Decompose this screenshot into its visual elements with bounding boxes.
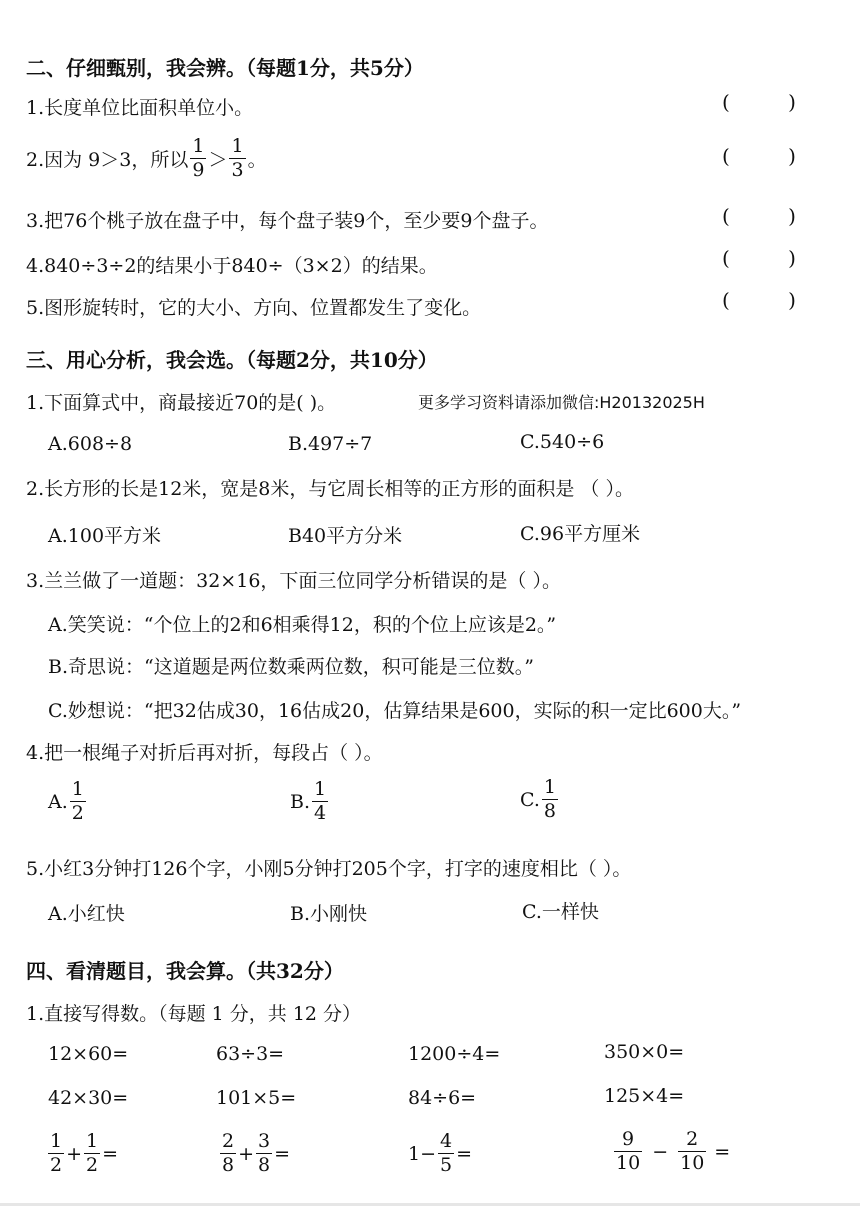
fraction bbox=[220, 1132, 236, 1175]
fraction-denominator: 8 bbox=[258, 1154, 271, 1176]
fraction-denominator: 5 bbox=[440, 1154, 453, 1176]
q4-option-a[interactable] bbox=[48, 780, 88, 823]
watermark-note: 更多学习资料请添加微信:H20132025H bbox=[418, 393, 705, 412]
q5-option-c[interactable]: C.一样快 bbox=[522, 901, 599, 923]
judge-item-1: 1.长度单位比面积单位小。 bbox=[26, 97, 254, 119]
sub-question-1: 1.直接写得数。（每题 1 分，共 12 分） bbox=[26, 1003, 362, 1025]
operator: + bbox=[238, 1142, 255, 1165]
calc-fraction-item[interactable] bbox=[218, 1132, 290, 1175]
fraction-one-ninth bbox=[190, 137, 206, 180]
fraction-numerator: 4 bbox=[440, 1130, 453, 1152]
q1-option-b[interactable]: B.497÷7 bbox=[288, 433, 373, 455]
fraction-denominator: 3 bbox=[231, 159, 244, 181]
q4-option-c[interactable] bbox=[520, 778, 560, 821]
answer-paren-2[interactable]: ( ) bbox=[722, 144, 822, 168]
calc-fraction-item[interactable] bbox=[408, 1132, 472, 1175]
calc-item[interactable]: 350×0= bbox=[604, 1041, 685, 1063]
judge-item-2 bbox=[26, 137, 267, 180]
choice-question-5: 5.小红3分钟打126个字，小刚5分钟打205个字，打字的速度相比（ ）。 bbox=[26, 858, 632, 880]
judge-item-5: 5.图形旋转时，它的大小、方向、位置都发生了变化。 bbox=[26, 297, 482, 319]
answer-paren-3[interactable]: ( ) bbox=[722, 204, 822, 228]
fraction-numerator: 3 bbox=[258, 1130, 271, 1152]
q2-option-b[interactable]: B40平方分米 bbox=[288, 525, 403, 547]
fraction-numerator: 2 bbox=[222, 1130, 235, 1152]
answer-paren-4[interactable]: ( ) bbox=[722, 246, 822, 270]
fraction-denominator: 10 bbox=[680, 1152, 705, 1174]
page-bottom-edge bbox=[0, 1203, 860, 1206]
fraction bbox=[438, 1132, 454, 1175]
choice-question-3: 3.兰兰做了一道题：32×16，下面三位同学分析错误的是（ ）。 bbox=[26, 570, 561, 592]
fraction bbox=[256, 1132, 272, 1175]
fraction-numerator: 1 bbox=[231, 135, 244, 157]
q2-option-a[interactable]: A.100平方米 bbox=[48, 525, 162, 547]
fraction-denominator: 2 bbox=[71, 802, 84, 824]
fraction-numerator: 9 bbox=[622, 1128, 635, 1150]
calc-item[interactable]: 1200÷4= bbox=[408, 1043, 501, 1065]
answer-paren-5[interactable]: ( ) bbox=[722, 288, 822, 312]
q5-option-a[interactable]: A.小红快 bbox=[48, 903, 125, 925]
judge-item-2-prefix: 2.因为 9＞3，所以 bbox=[26, 149, 189, 171]
judge-item-4: 4.840÷3÷2的结果小于840÷（3×2）的结果。 bbox=[26, 255, 438, 277]
fraction-denominator: 2 bbox=[86, 1154, 99, 1176]
q1-option-c[interactable]: C.540÷6 bbox=[520, 431, 605, 453]
operator: − bbox=[652, 1140, 669, 1163]
section-3-title: 三、用心分析，我会选。（每题2分，共10分） bbox=[26, 348, 438, 372]
calc-item[interactable]: 101×5= bbox=[216, 1087, 297, 1109]
fraction-denominator: 4 bbox=[314, 802, 327, 824]
fraction-numerator: 1 bbox=[192, 135, 205, 157]
fraction-numerator: 1 bbox=[86, 1130, 99, 1152]
calc-item[interactable]: 63÷3= bbox=[216, 1043, 285, 1065]
q3-option-b[interactable]: B.奇思说：“这道题是两位数乘两位数，积可能是三位数。” bbox=[48, 656, 534, 678]
q3-option-c[interactable]: C.妙想说：“把32估成30，16估成20，估算结果是600，实际的积一定比600大。” bbox=[48, 700, 742, 722]
fraction-one-third bbox=[229, 137, 245, 180]
q3-option-a[interactable]: A.笑笑说：“个位上的2和6相乘得12，积的个位上应该是2。” bbox=[48, 614, 557, 636]
fraction-numerator: 1 bbox=[314, 778, 327, 800]
judge-item-3: 3.把76个桃子放在盘子中，每个盘子装9个，至少要9个盘子。 bbox=[26, 210, 549, 232]
choice-question-1: 1.下面算式中，商最接近70的是( )。 bbox=[26, 392, 337, 414]
equals-sign: = bbox=[714, 1140, 731, 1163]
fraction bbox=[84, 1132, 100, 1175]
fraction bbox=[48, 1132, 64, 1175]
calc-fraction-item[interactable] bbox=[612, 1130, 730, 1173]
equals-sign: = bbox=[274, 1142, 291, 1165]
choice-question-2: 2.长方形的长是12米，宽是8米，与它周长相等的正方形的面积是 （ ）。 bbox=[26, 478, 634, 500]
whole-number-minus: 1− bbox=[408, 1142, 437, 1165]
fraction-one-quarter bbox=[312, 780, 328, 823]
fraction bbox=[678, 1130, 706, 1173]
q1-option-a[interactable]: A.608÷8 bbox=[48, 433, 133, 455]
fraction-numerator: 1 bbox=[543, 776, 556, 798]
fraction-denominator: 8 bbox=[222, 1154, 235, 1176]
option-letter: B. bbox=[290, 790, 311, 813]
judge-item-2-end: 。 bbox=[247, 149, 267, 171]
calc-item[interactable]: 84÷6= bbox=[408, 1087, 477, 1109]
fraction bbox=[614, 1130, 642, 1173]
equals-sign: = bbox=[102, 1142, 119, 1165]
q4-option-b[interactable] bbox=[290, 780, 330, 823]
calc-item[interactable]: 42×30= bbox=[48, 1087, 129, 1109]
choice-question-4: 4.把一根绳子对折后再对折，每段占（ ）。 bbox=[26, 742, 383, 764]
fraction-one-eighth bbox=[542, 778, 558, 821]
option-letter: A. bbox=[48, 790, 68, 813]
option-letter: C. bbox=[520, 788, 540, 811]
operator: + bbox=[66, 1142, 83, 1165]
q5-option-b[interactable]: B.小刚快 bbox=[290, 903, 368, 925]
fraction-denominator: 9 bbox=[192, 159, 205, 181]
equals-sign: = bbox=[456, 1142, 473, 1165]
fraction-numerator: 1 bbox=[50, 1130, 63, 1152]
greater-than-sign: ＞ bbox=[208, 149, 228, 171]
answer-paren-1[interactable]: ( ) bbox=[722, 90, 822, 114]
fraction-denominator: 2 bbox=[50, 1154, 63, 1176]
section-2-title: 二、仔细甄别，我会辨。（每题1分，共5分） bbox=[26, 56, 424, 80]
fraction-numerator: 1 bbox=[71, 778, 84, 800]
calc-item[interactable]: 125×4= bbox=[604, 1085, 685, 1107]
q2-option-c[interactable]: C.96平方厘米 bbox=[520, 523, 641, 545]
fraction-numerator: 2 bbox=[686, 1128, 699, 1150]
fraction-one-half bbox=[70, 780, 86, 823]
fraction-denominator: 10 bbox=[616, 1152, 641, 1174]
fraction-denominator: 8 bbox=[543, 800, 556, 822]
calc-item[interactable]: 12×60= bbox=[48, 1043, 129, 1065]
section-4-title: 四、看清题目，我会算。（共32分） bbox=[26, 959, 344, 983]
calc-fraction-item[interactable] bbox=[46, 1132, 118, 1175]
